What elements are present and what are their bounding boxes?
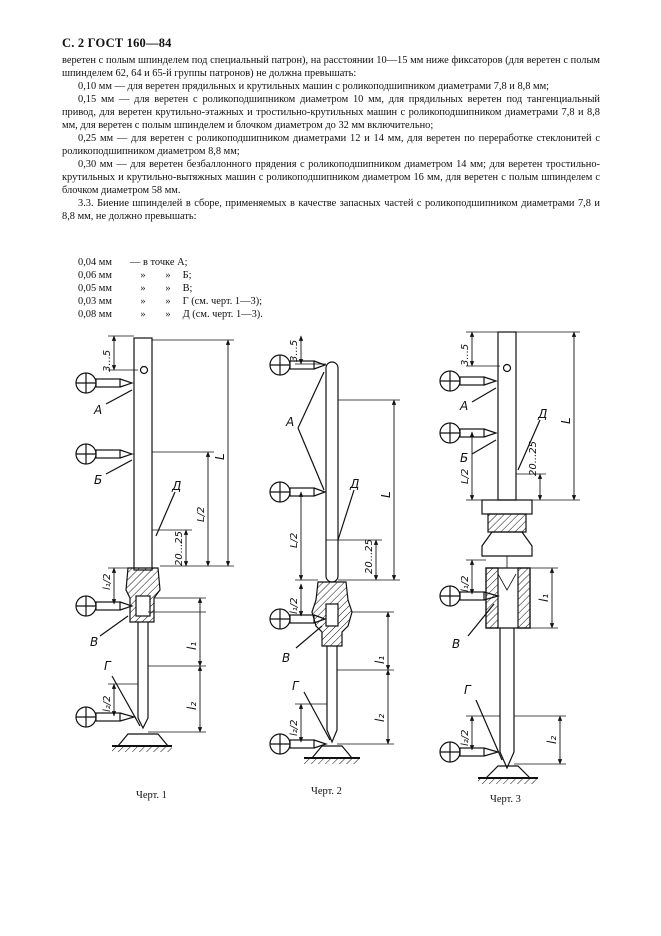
bearing: [326, 604, 338, 626]
base: [118, 734, 168, 746]
label-point-b: Б: [460, 451, 469, 465]
dim-l2-half: l₂/2: [460, 729, 471, 746]
dim-l1-half: l₁/2: [460, 575, 471, 592]
dim-20-25: 20...25: [528, 441, 539, 476]
spindle-lower-rod: [327, 646, 337, 742]
label-point-a: А: [94, 403, 103, 417]
dim-20-25: 20...25: [364, 539, 375, 574]
dim-l1-half: l₁/2: [289, 597, 300, 614]
dim-l2: l₂: [185, 701, 199, 710]
dim-L: L: [559, 417, 573, 424]
dim-l1: l₁: [373, 655, 387, 664]
dial-indicator: [76, 444, 132, 464]
label-point-g: Г: [292, 679, 299, 693]
ground-hatch: [112, 746, 172, 752]
label-point-a: А: [286, 415, 295, 429]
dial-indicator: [270, 482, 325, 502]
base: [486, 766, 530, 778]
dim-L-half: L/2: [289, 532, 300, 548]
spindle-rod: [498, 332, 516, 500]
dim-l1: l₁: [537, 593, 551, 602]
list-item: 0,04 мм — в точке А;: [78, 257, 188, 268]
figure-caption-1: Черт. 1: [136, 790, 167, 801]
spindle-rod: [326, 362, 338, 582]
paragraph: 0,30 мм — для веретен безбаллонного прядения с роликоподшипником диаметром 14 мм; для веретен тростильно-крутильных и крутильно-вытяжных машин с роликоподшипником диаметром 16 мм, для веретен с полым шпинделем с блочком диаметром 58 мм.: [62, 159, 600, 196]
label-point-d: Д: [350, 477, 360, 491]
figure-caption-2: Черт. 2: [311, 786, 342, 797]
dim-L-half: L/2: [196, 506, 207, 522]
label-point-v: В: [282, 651, 291, 665]
paragraph: 0,10 мм — для веретен прядильных и крутильных машин с роликоподшипником диаметрами 7,8 и 8,8 мм;: [78, 81, 550, 92]
whorl: [482, 500, 532, 514]
label-point-a: А: [460, 399, 469, 413]
label-point-g: Г: [464, 683, 471, 697]
dial-indicator: [440, 371, 496, 391]
dim-3-5: 3...5: [102, 349, 113, 372]
dim-L: L: [213, 453, 227, 460]
knurled-whorl: [488, 514, 526, 532]
figure-caption-3: Черт. 3: [490, 794, 521, 805]
base: [312, 746, 352, 758]
hole-mark: [141, 367, 148, 374]
bearing: [136, 596, 150, 616]
spindle-lower-rod: [500, 628, 514, 768]
paragraph: 3.3. Биение шпинделей в сборе, применяемых в качестве запасных частей с роликоподшипником диаметрами 7,8 и 8,8 мм, не должно превышать:: [62, 198, 600, 222]
spindle-lower-rod: [138, 622, 148, 728]
drawing-2: [270, 336, 400, 764]
dial-indicator: [440, 423, 496, 443]
dim-20-25: 20...25: [174, 531, 185, 566]
dim-3-5: 3...5: [289, 339, 300, 362]
dim-l1-half: l₁/2: [102, 573, 113, 590]
list-item: 0,08 мм » » Д (см. черт. 1—3).: [78, 309, 263, 320]
page-header: С. 2 ГОСТ 160—84: [62, 36, 172, 50]
drawing-1: [76, 336, 234, 752]
dial-indicator: [76, 373, 132, 393]
label-point-d: Д: [172, 479, 182, 493]
paragraph: 0,25 мм — для веретен с роликоподшипником диаметрами 12 и 14 мм, для веретен по переработке стеклонитей с роликоподшипником диаметром 8,8 мм;: [62, 133, 600, 157]
dim-l2-half: l₂/2: [289, 719, 300, 736]
list-item: 0,05 мм » » В;: [78, 283, 193, 294]
dim-l2-half: l₂/2: [102, 695, 113, 712]
dial-indicator: [76, 596, 132, 616]
dim-l2: l₂: [545, 735, 559, 744]
dim-l2: l₂: [373, 713, 387, 722]
label-point-g: Г: [104, 659, 111, 673]
collar: [482, 532, 532, 556]
label-point-v: В: [90, 635, 99, 649]
list-item: 0,06 мм » » Б;: [78, 270, 192, 281]
label-point-b: Б: [94, 473, 103, 487]
paragraph: 0,15 мм — для веретен с роликоподшипником диаметром 10 мм, для прядильных веретен под тангенциальный привод, для веретен крутильно-этажных и тростильно-крутильных машин с роликоподшипником диаметрами 7,8 и 8,8 мм, для веретен с полым шпинделем и блочком диаметром до 32 мм включительно;: [62, 94, 600, 131]
dim-l1: l₁: [185, 641, 199, 650]
label-point-d: Д: [538, 407, 548, 421]
label-point-v: В: [452, 637, 461, 651]
paragraph: веретен с полым шпинделем под специальный патрон), на расстоянии 10—15 мм ниже фиксаторов (для веретен с полым шпинделем 62, 64 и 65-й группы патронов) не должна превышать:: [62, 55, 600, 79]
dim-L-half: L/2: [460, 468, 471, 484]
dim-3-5: 3...5: [460, 343, 471, 366]
list-item: 0,03 мм » » Г (см. черт. 1—3);: [78, 296, 263, 307]
dim-L: L: [379, 491, 393, 498]
